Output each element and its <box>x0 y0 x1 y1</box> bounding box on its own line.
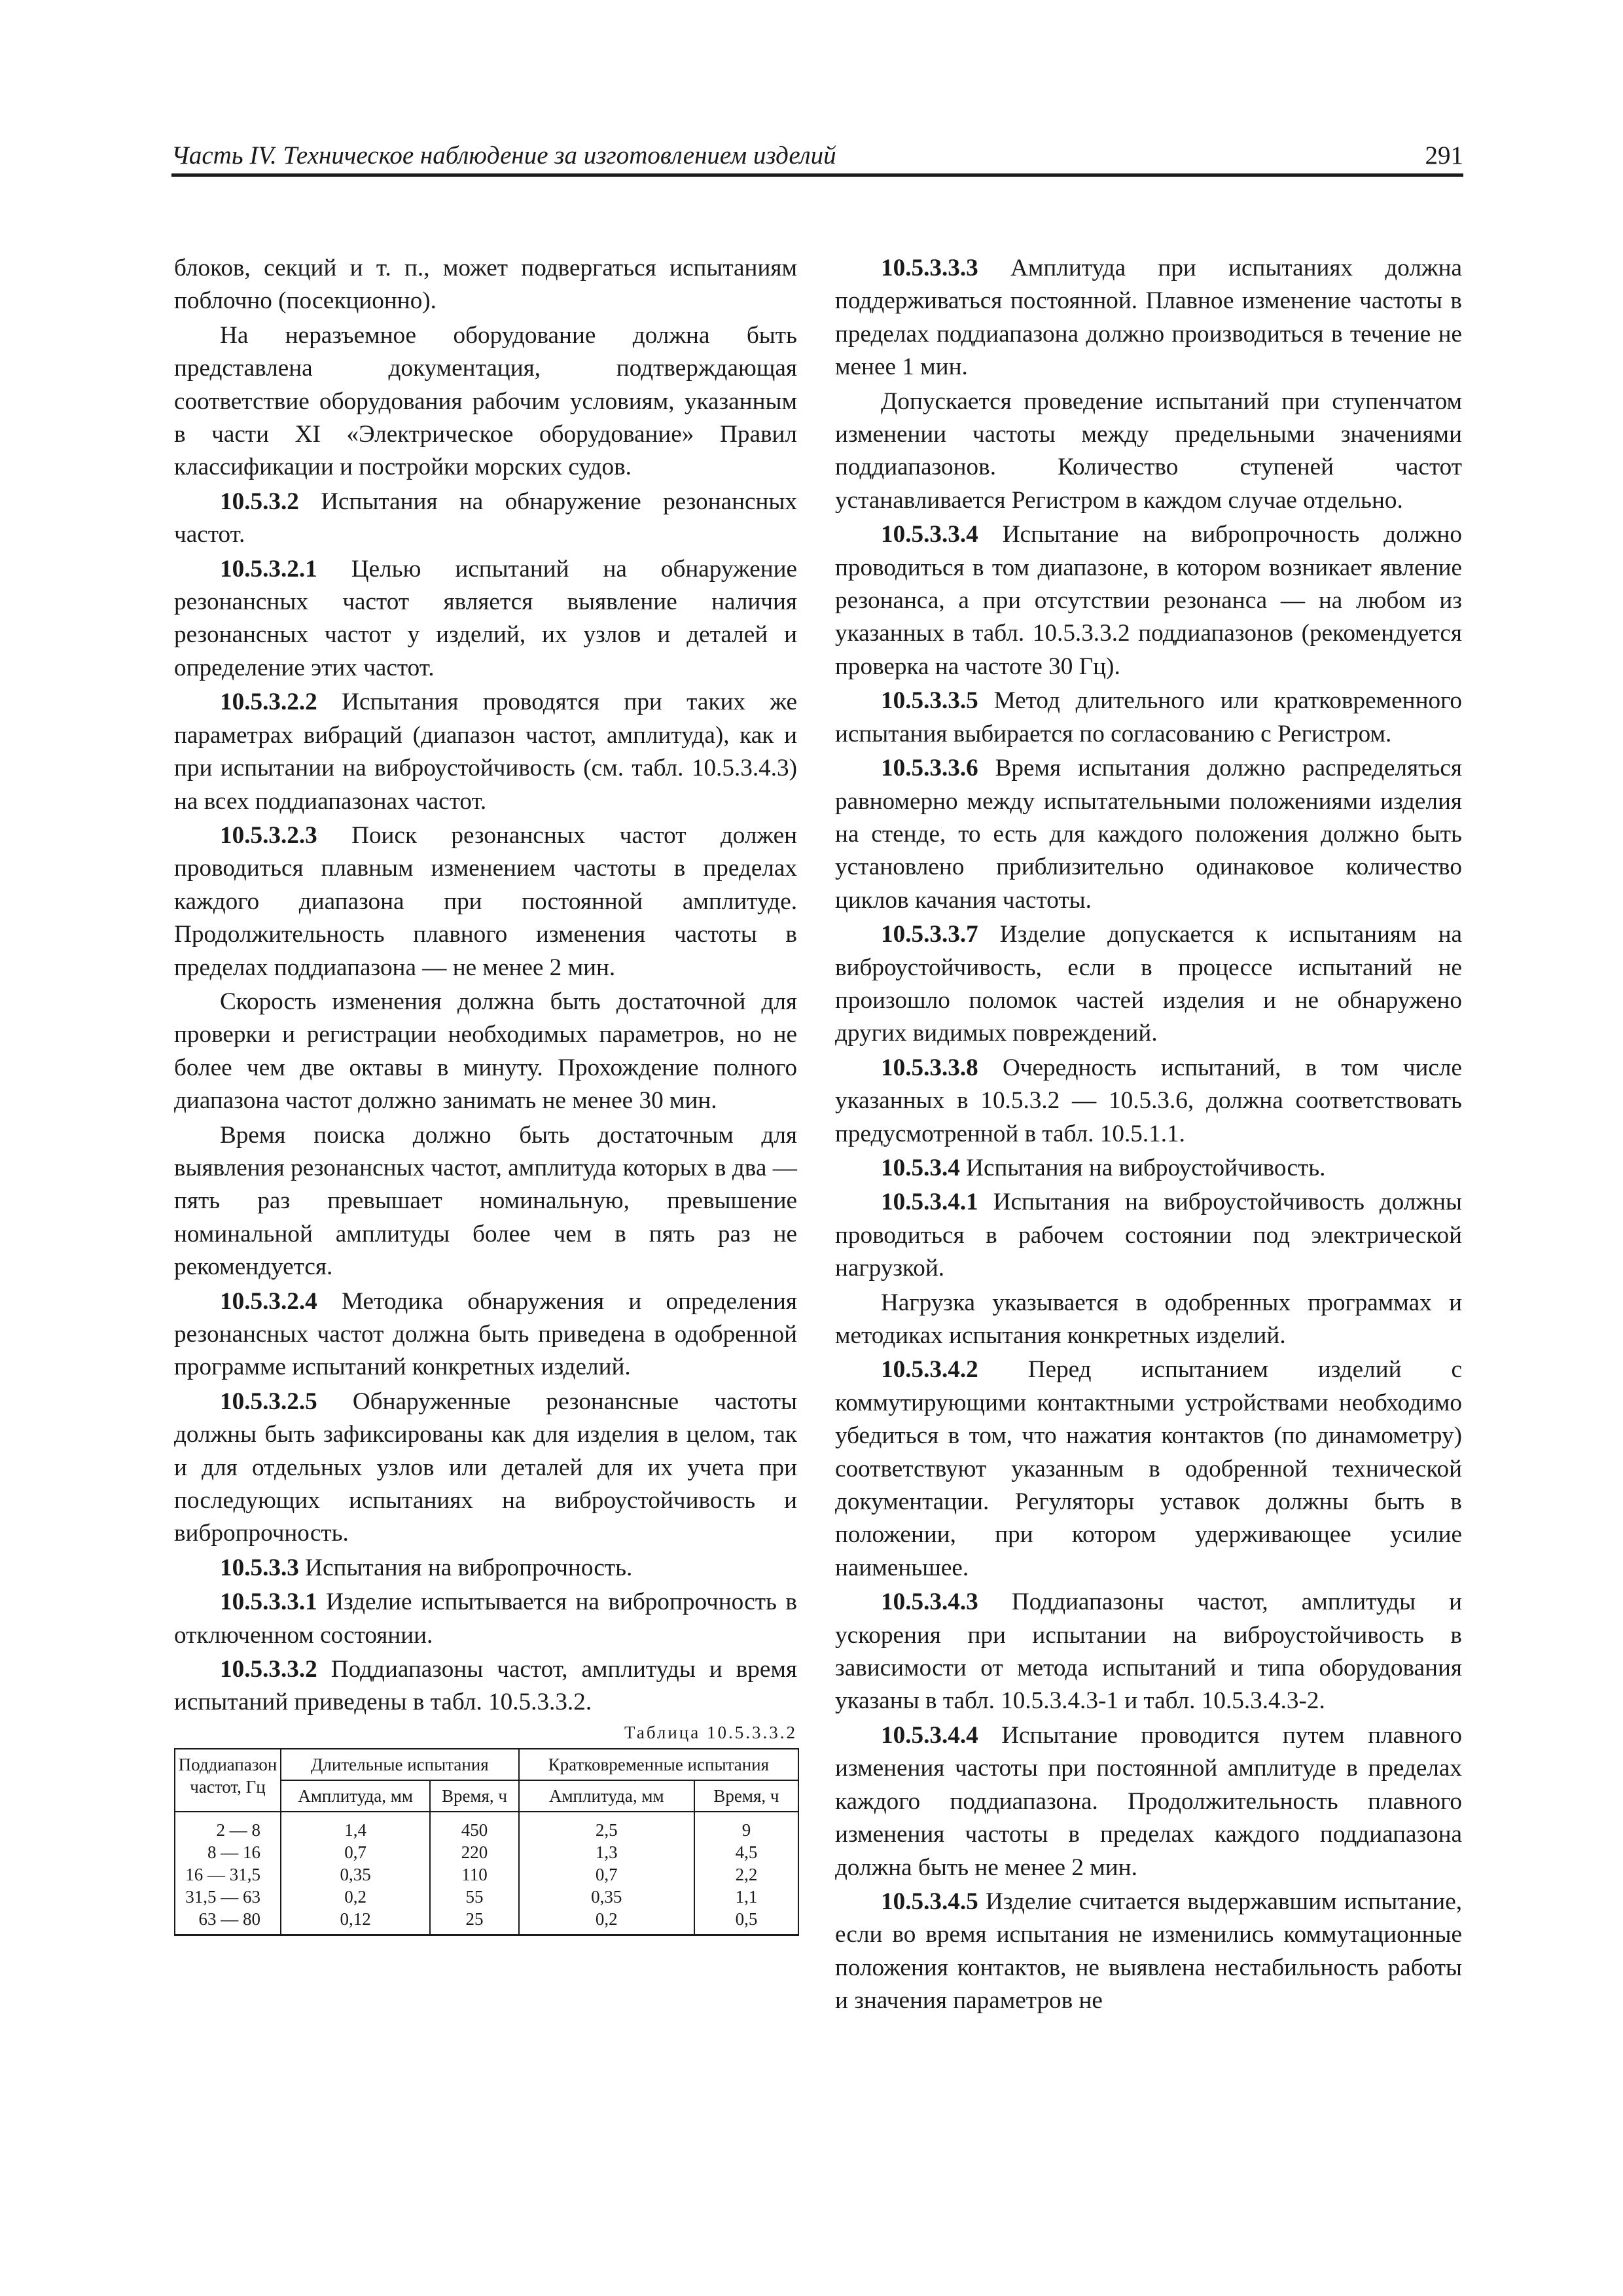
table-cell: 31,5 — 63 <box>175 1886 281 1908</box>
paragraph-text: Время испытания должно распределяться равномерно между испытательными положениями изделия на стенде, то есть для каждого положения должно быть установлено приблизительно одинаковое количество циклов качания частоты. <box>835 755 1462 914</box>
paragraph-text: Испытания проводятся при таких же параметрах вибраций (диапазон частот, амплитуда), как и при испытании на виброустойчивость (см. табл. 10.5.3.4.3) на всех поддиапазонах частот. <box>174 689 798 815</box>
paragraph <box>174 686 797 818</box>
paragraph-text: Испытания на виброустойчивость. <box>966 1154 1326 1181</box>
paragraph <box>174 1653 797 1719</box>
clause-number: 10.5.3.3 <box>220 1554 299 1581</box>
table-cell: 9 <box>694 1812 798 1841</box>
table-cell: 0,35 <box>281 1863 430 1886</box>
clause-number: 10.5.3.4.4 <box>881 1721 978 1749</box>
paragraph <box>835 685 1462 751</box>
table-body <box>175 1812 798 1935</box>
table-cell: 110 <box>430 1863 518 1886</box>
paragraph <box>835 1586 1462 1718</box>
paragraph <box>835 1052 1462 1151</box>
paragraph <box>835 386 1462 518</box>
clause-number: 10.5.3.3.6 <box>881 755 978 782</box>
header-rule <box>171 173 1463 177</box>
clause-number: 10.5.3.3.2 <box>220 1656 317 1683</box>
paragraph <box>174 553 797 685</box>
clause-number: 10.5.3.4.5 <box>881 1888 978 1915</box>
table-cell: 63 — 80 <box>175 1908 281 1935</box>
paragraph <box>174 1119 797 1284</box>
paragraph <box>174 819 797 984</box>
table-cell: 1,1 <box>694 1886 798 1908</box>
table-cell: 0,7 <box>519 1863 694 1886</box>
page-header <box>171 137 1463 177</box>
paragraph-text: Поддиапазоны частот, амплитуды и время испытаний приведены в табл. 10.5.3.3.2. <box>174 1656 797 1716</box>
clause-number: 10.5.3.2.4 <box>220 1287 317 1315</box>
clause-number: 10.5.3.3.3 <box>881 255 978 281</box>
test-parameters-table <box>174 1748 799 1936</box>
clause-number: 10.5.3.3.7 <box>881 921 978 948</box>
table-cell: 1,3 <box>519 1841 694 1863</box>
table-cell: 2,5 <box>519 1812 694 1841</box>
paragraph-text: Допускается проведение испытаний при ступенчатом изменении частоты между предельными значениями поддиапазонов. Количество ступеней частот устанавливается Регистром в каждом случае отдельно. <box>835 387 1462 514</box>
running-title: Часть IV. Техническое наблюдение за изготовлением изделий <box>171 141 836 170</box>
header-frequency-range: Поддиапазон частот, Гц <box>175 1749 281 1812</box>
table-row <box>175 1812 798 1841</box>
table-row <box>175 1841 798 1863</box>
paragraph <box>174 1285 797 1384</box>
paragraph-text: Обнаруженные резонансные частоты должны быть зафиксированы как для изделия в целом, так и для отдельных узлов или деталей для их учета при последующих испытаниях на виброустойчивость и вибропрочность. <box>174 1388 798 1547</box>
paragraph-text: Нагрузка указывается в одобренных программах и методиках испытания конкретных изделий. <box>835 1289 1462 1349</box>
paragraph <box>835 1886 1462 2018</box>
paragraph <box>835 252 1462 384</box>
page-number: 291 <box>1425 141 1463 170</box>
clause-number: 10.5.3.4 <box>881 1154 960 1181</box>
paragraph-text: Время поиска должно быть достаточным для выявления резонансных частот, амплитуда которых в два — пять раз превышает номинальную, превышение номинальной амплитуды более чем в пять раз не рекомендуется. <box>174 1121 797 1281</box>
table-cell: 0,7 <box>281 1841 430 1863</box>
paragraph <box>835 1186 1462 1285</box>
paragraph-text: Испытания на вибропрочность. <box>305 1554 633 1581</box>
paragraph <box>174 986 797 1118</box>
paragraph <box>174 486 797 552</box>
header-long-amplitude: Амплитуда, мм <box>281 1780 430 1812</box>
paragraph <box>174 1552 797 1585</box>
table-cell: 25 <box>430 1908 518 1935</box>
table-row <box>175 1863 798 1886</box>
table-cell: 0,2 <box>281 1886 430 1908</box>
left-paragraphs <box>174 252 797 1719</box>
table-cell: 1,4 <box>281 1812 430 1841</box>
header-long-time: Время, ч <box>430 1780 518 1812</box>
paragraph-text: Методика обнаружения и определения резонансных частот должна быть приведена в одобренной программе испытаний конкретных изделий. <box>174 1287 798 1381</box>
clause-number: 10.5.3.2 <box>220 488 299 515</box>
table-row <box>175 1886 798 1908</box>
table-cell: 2,2 <box>694 1863 798 1886</box>
paragraph <box>835 1152 1462 1185</box>
table-cell: 55 <box>430 1886 518 1908</box>
paragraph-text: Изделие считается выдержавшим испытание, если во время испытания не изменились коммутационные положения контактов, не выявлена нестабильность работы и значения параметров не <box>835 1888 1463 2015</box>
paragraph-text: На неразъемное оборудование должна быть представлена документация, подтверждающая соответствие оборудования рабочим условиям, указанным в части XI «Электрическое оборудование» Правил классификации и постройки морских судов. <box>174 321 797 481</box>
table-caption: Таблица 10.5.3.3.2 <box>624 1722 797 1742</box>
clause-number: 10.5.3.2.3 <box>220 821 317 849</box>
paragraph <box>835 1287 1462 1353</box>
paragraph <box>174 319 797 484</box>
clause-number: 10.5.3.4.1 <box>881 1189 978 1216</box>
header-short-tests: Кратковременные испытания <box>519 1749 798 1780</box>
paragraph-text: Испытания на виброустойчивость должны проводиться в рабочем состоянии под электрической нагрузкой. <box>835 1189 1462 1282</box>
paragraph <box>174 1386 797 1551</box>
clause-number: 10.5.3.3.8 <box>881 1054 978 1081</box>
paragraph <box>835 918 1462 1050</box>
paragraph <box>835 1719 1462 1884</box>
clause-number: 10.5.3.2.5 <box>220 1388 317 1415</box>
clause-number: 10.5.3.2.1 <box>220 555 317 583</box>
table-cell: 16 — 31,5 <box>175 1863 281 1886</box>
paragraph-text: Амплитуда при испытаниях должна поддерживаться постоянной. Плавное изменение частоты в пределах поддиапазона должно производиться в течение не менее 1 мин. <box>835 255 1462 381</box>
paragraph-text: Испытание проводится путем плавного изменения частоты при постоянной амплитуде в пределах каждого поддиапазона. Продолжительность плавного изменения частоты в пределах каждого поддиапазона должна быть не менее 2 мин. <box>835 1721 1463 1881</box>
paragraph-text: Целью испытаний на обнаружение резонансных частот является выявление наличия резонансных частот у изделий, их узлов и деталей и определение этих частот. <box>174 555 798 681</box>
paragraph-text: Перед испытанием изделий с коммутирующими контактными устройствами необходимо убедиться в том, что нажатия контактов (по динамометру) соответствуют указанным в одобренной технической документации. Регуляторы уставок должны быть в положении, при котором удерживающее усилие наименьшее. <box>835 1356 1462 1581</box>
paragraph-text: Метод длительного или кратковременного испытания выбирается по согласованию с Регистром. <box>835 687 1463 747</box>
paragraph-text: Изделие испытывается на вибропрочность в отключенном состоянии. <box>174 1588 797 1649</box>
paragraph-text: Скорость изменения должна быть достаточной для проверки и регистрации необходимых параметров, но не более чем две октавы в минуту. Прохождение полного диапазона частот должно занимать не менее 30 мин. <box>174 988 797 1115</box>
paragraph <box>835 752 1462 917</box>
table-cell: 4,5 <box>694 1841 798 1863</box>
table-cell: 0,12 <box>281 1908 430 1935</box>
table-cell: 450 <box>430 1812 518 1841</box>
paragraph <box>174 1586 797 1652</box>
paragraph <box>174 252 797 318</box>
table-cell: 0,2 <box>519 1908 694 1935</box>
table-row <box>175 1908 798 1935</box>
right-column <box>835 252 1462 2018</box>
paragraph <box>835 518 1462 683</box>
paragraph-text: Поиск резонансных частот должен проводиться плавным изменением частоты в пределах каждого диапазона при постоянной амплитуде. Продолжительность плавного изменения частоты в пределах поддиапазона — не менее 2 мин. <box>174 821 798 981</box>
clause-number: 10.5.3.3.1 <box>220 1588 317 1616</box>
paragraph-text: Испытание на вибропрочность должно проводиться в том диапазоне, в котором возникает явление резонанса, а при отсутствии резонанса — на любом из указанных в табл. 10.5.3.3.2 поддиапазонов (рекомендуется проверка на частоте 30 Гц). <box>835 521 1463 680</box>
clause-number: 10.5.3.3.5 <box>881 687 978 715</box>
clause-number: 10.5.3.4.2 <box>881 1356 978 1384</box>
header-short-time: Время, ч <box>694 1780 798 1812</box>
paragraph-text: Испытания на обнаружение резонансных частот. <box>174 488 797 548</box>
paragraph-text: Поддиапазоны частот, амплитуды и ускорения при испытании на виброустойчивость в зависимости от метода испытаний и типа оборудования указаны в табл. 10.5.3.4.3-1 и табл. 10.5.3.4.3-2. <box>835 1588 1463 1715</box>
table-cell: 220 <box>430 1841 518 1863</box>
left-column <box>174 252 797 1936</box>
clause-number: 10.5.3.3.4 <box>881 521 978 548</box>
paragraph <box>835 1354 1462 1585</box>
table-cell: 2 — 8 <box>175 1812 281 1841</box>
paragraph-text: блоков, секций и т. п., может подвергаться испытаниям поблочно (посекционно). <box>174 255 797 315</box>
table-cell: 8 — 16 <box>175 1841 281 1863</box>
clause-number: 10.5.3.4.3 <box>881 1588 978 1616</box>
clause-number: 10.5.3.2.2 <box>220 689 317 716</box>
header-short-amplitude: Амплитуда, мм <box>519 1780 694 1812</box>
header-long-tests: Длительные испытания <box>281 1749 519 1780</box>
paragraph-text: Изделие допускается к испытаниям на виброустойчивость, если в процессе испытаний не произошло поломок частей изделия и не обнаружено других видимых повреждений. <box>835 921 1462 1047</box>
paragraph-text: Очередность испытаний, в том числе указанных в 10.5.3.2 — 10.5.3.6, должна соответствовать предусмотренной в табл. 10.5.1.1. <box>835 1054 1462 1147</box>
table-cell: 0,35 <box>519 1886 694 1908</box>
right-paragraphs <box>835 252 1462 2018</box>
table-cell: 0,5 <box>694 1908 798 1935</box>
